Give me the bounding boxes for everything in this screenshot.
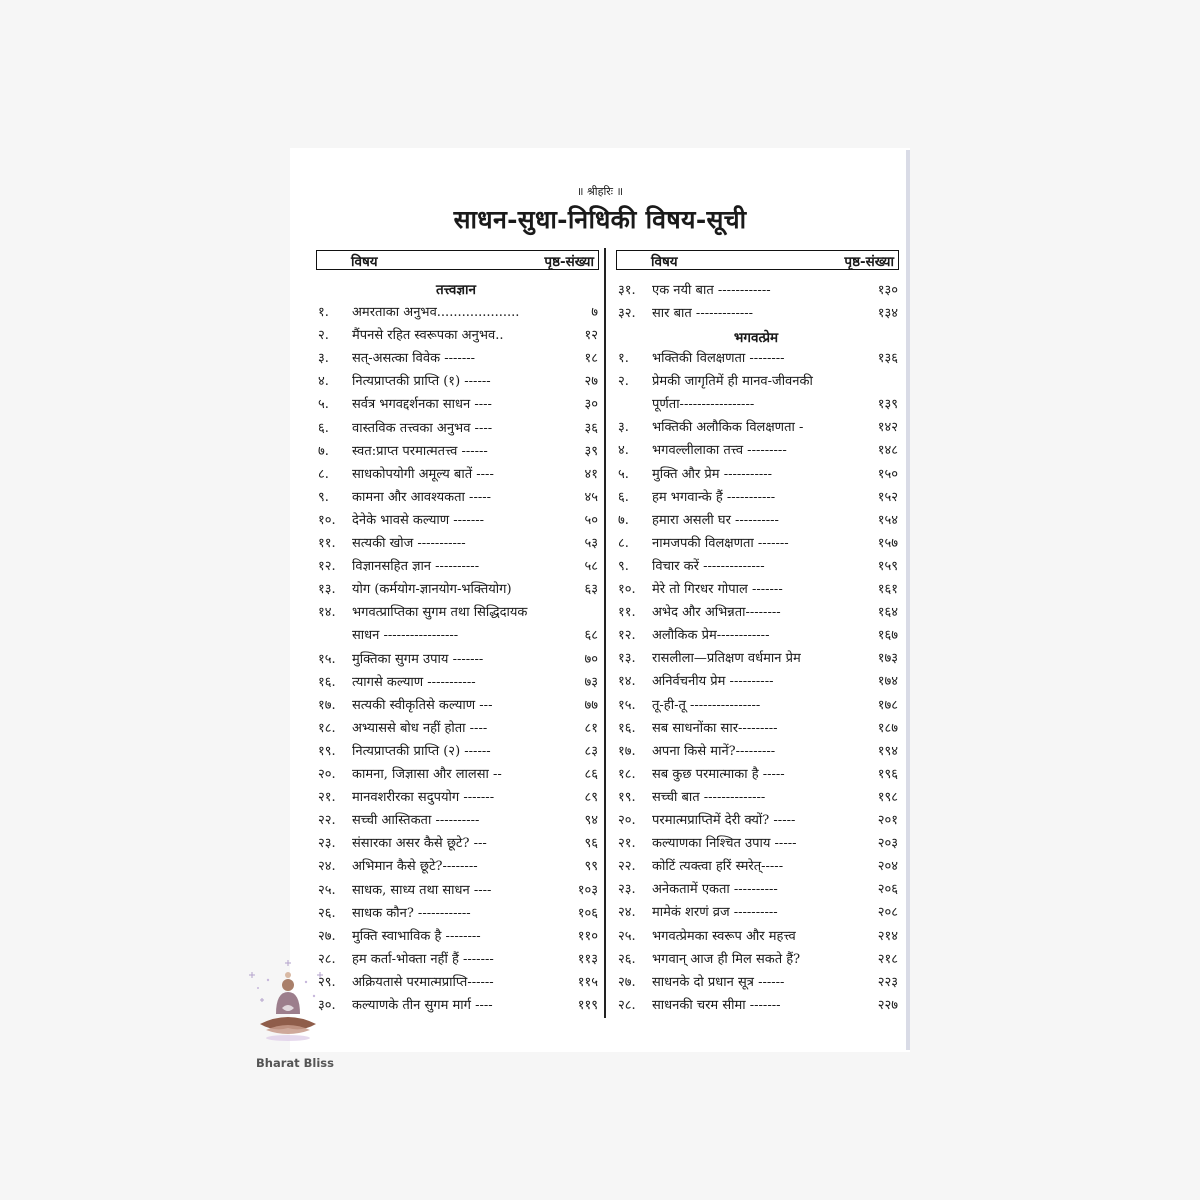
entry-number: १३. (318, 582, 336, 598)
entry-number: १५. (618, 697, 636, 713)
entry-title: सत्यकी खोज ----------- (352, 536, 466, 551)
entry-number: ५. (618, 466, 629, 482)
entry-number: ३. (618, 420, 629, 436)
entry-number: ८. (618, 535, 629, 551)
toc-entry (318, 487, 598, 509)
entry-title: साधकोपयोगी अमूल्य बातें ---- (352, 466, 494, 482)
entry-title: परमात्मप्राप्तिमें देरी क्यों? ----- (652, 813, 796, 828)
toc-entry (318, 464, 598, 486)
toc-entry (618, 440, 898, 462)
toc-entry (618, 995, 898, 1017)
entry-number: १३. (618, 651, 636, 667)
toc-entry (318, 695, 598, 717)
entry-page-number: ११९ (577, 998, 598, 1013)
toc-entry (318, 302, 598, 324)
entry-page-number: ६३ (584, 582, 598, 598)
toc-entry (318, 880, 598, 902)
entry-title: नित्यप्राप्तकी प्राप्ति (२) ------ (352, 743, 491, 759)
entry-number: १४. (318, 605, 336, 621)
section-heading: भगवत्प्रेम (733, 330, 779, 346)
entry-title: साधन ----------------- (352, 628, 459, 644)
entry-title: सत्यकी स्वीकृतिसे कल्याण --- (352, 697, 493, 713)
toc-entry (318, 672, 598, 694)
entry-page-number: २०३ (877, 836, 898, 852)
entry-number: २७. (618, 974, 636, 990)
page-number-heading: पृष्ठ-संख्या (544, 254, 594, 270)
entry-title: सच्ची बात -------------- (652, 789, 766, 805)
entry-page-number: ८१ (584, 720, 598, 736)
entry-title: अमरताका अनुभव.................... (352, 305, 520, 320)
entry-page-number: ११३ (577, 951, 598, 967)
entry-page-number: १७३ (877, 651, 898, 667)
entry-page-number: १०३ (577, 882, 598, 898)
entry-page-number: ७० (584, 651, 598, 667)
entry-page-number: २१८ (877, 951, 898, 967)
toc-entry (618, 856, 898, 878)
entry-page-number: २२७ (877, 997, 898, 1013)
entry-number: १. (618, 351, 629, 366)
entry-number: ८. (318, 466, 329, 482)
toc-entry (318, 348, 598, 370)
entry-title: अभिमान कैसे छूटे?-------- (352, 859, 478, 875)
entry-page-number: १२ (584, 328, 598, 344)
toc-entry (618, 902, 898, 924)
toc-entry (318, 833, 598, 855)
right-column-header (616, 250, 899, 270)
entry-page-number: ३९ (584, 443, 598, 459)
entry-number: २८. (318, 951, 336, 967)
entry-page-number: १९४ (877, 743, 898, 759)
entry-title: मुक्तिका सुगम उपाय ------- (352, 651, 484, 667)
toc-entry (618, 625, 898, 647)
entry-title: पूर्णता----------------- (652, 397, 755, 413)
entry-page-number: १५२ (877, 489, 898, 505)
entry-number: १६. (318, 674, 336, 690)
entry-title: मेरे तो गिरधर गोपाल ------- (652, 582, 783, 597)
entry-page-number: १३४ (877, 306, 898, 322)
toc-entry (618, 787, 898, 809)
entry-title: मुक्ति और प्रेम ----------- (652, 466, 773, 482)
entry-page-number: ८३ (584, 743, 598, 759)
entry-title: रासलीला—प्रतिक्षण वर्धमान प्रेम (652, 651, 801, 667)
entry-title: नामजपकी विलक्षणता ------- (652, 535, 789, 551)
entry-number: २३. (618, 882, 636, 898)
toc-entry (618, 579, 898, 601)
entry-title: भक्तिकी विलक्षणता -------- (652, 351, 785, 366)
entry-number: ६. (318, 420, 329, 436)
toc-entry (318, 579, 598, 601)
entry-number: २२. (318, 813, 336, 829)
toc-entry (318, 856, 598, 878)
toc-entry (618, 487, 898, 509)
entry-number: १७. (318, 697, 336, 713)
toc-entry (618, 695, 898, 717)
column-divider (604, 248, 606, 1018)
toc-entry (318, 441, 598, 463)
toc-entry (318, 718, 598, 740)
entry-number: १६. (618, 720, 636, 736)
entry-title: कामना और आवश्यकता ----- (352, 489, 492, 505)
toc-entry (318, 418, 598, 440)
entry-title: अक्रियतासे परमात्मप्राप्ति------ (352, 974, 494, 990)
toc-entry (618, 949, 898, 971)
page-title: साधन-सुधा-निधिकी विषय-सूची (453, 205, 747, 234)
entry-title: साधनके दो प्रधान सूत्र ------ (652, 974, 785, 990)
entry-number: २५. (318, 882, 336, 898)
entry-number: २७. (318, 928, 336, 944)
entry-number: २१. (618, 836, 636, 852)
entry-number: २२. (618, 859, 636, 875)
entry-page-number: १६४ (877, 605, 898, 621)
entry-number: २४. (318, 859, 336, 875)
toc-entry (618, 371, 898, 393)
entry-title: अलौकिक प्रेम------------ (652, 628, 770, 644)
entry-number: १४. (618, 674, 636, 690)
entry-number: १८. (318, 720, 336, 736)
toc-entry (618, 464, 898, 486)
entry-page-number: १८७ (877, 720, 898, 736)
entry-page-number: १५७ (877, 535, 898, 551)
entry-title: सब साधनोंका सार--------- (652, 720, 778, 736)
entry-number: २१. (318, 790, 336, 806)
entry-page-number: १६७ (877, 628, 898, 644)
entry-page-number: १५० (877, 466, 898, 482)
entry-page-number: १३६ (877, 351, 898, 366)
entry-number: ११. (318, 536, 336, 551)
entry-page-number: ३६ (584, 420, 598, 436)
entry-page-number: १५९ (877, 558, 898, 574)
toc-entry (618, 280, 898, 302)
entry-number: ६. (618, 489, 629, 505)
toc-entry (318, 394, 598, 416)
entry-title: एक नयी बात ------------ (652, 283, 771, 298)
entry-page-number: २७ (584, 374, 598, 390)
entry-number: ७. (618, 512, 629, 528)
entry-number: २९. (318, 974, 336, 990)
entry-title: भगवत्प्राप्तिका सुगम तथा सिद्धिदायक (352, 605, 528, 621)
entry-page-number: २०१ (877, 813, 898, 828)
entry-title: तू-ही-तू ---------------- (652, 697, 761, 713)
entry-number: ४. (618, 443, 629, 459)
book-page (290, 148, 910, 1052)
entry-title: विचार करें -------------- (652, 558, 765, 574)
entry-number: १०. (318, 512, 336, 528)
entry-number: ९. (618, 558, 629, 574)
toc-entry (318, 972, 598, 994)
invocation-text: ॥ श्रीहरिः ॥ (576, 185, 624, 198)
toc-entry (618, 718, 898, 740)
toc-entry (618, 533, 898, 555)
entry-title: भक्तिकी अलौकिक विलक्षणता - (652, 420, 804, 436)
entry-page-number: १३९ (877, 397, 898, 413)
entry-title: त्यागसे कल्याण ----------- (352, 674, 476, 690)
entry-number: २६. (318, 905, 336, 921)
entry-title: मैंपनसे रहित स्वरूपका अनुभव.. (352, 328, 504, 344)
toc-entry (618, 417, 898, 439)
entry-number: ३१. (618, 283, 636, 298)
toc-entry (618, 671, 898, 693)
entry-title: अभेद और अभिन्नता-------- (652, 605, 781, 621)
toc-entry (318, 602, 598, 624)
entry-page-number: २०४ (877, 859, 898, 875)
toc-entry (318, 325, 598, 347)
entry-page-number: १९६ (877, 766, 898, 782)
entry-title: हम भगवान्के हैं ----------- (652, 489, 776, 505)
entry-number: १७. (618, 743, 636, 759)
toc-entry (318, 995, 598, 1017)
entry-number: २०. (318, 767, 336, 782)
entry-title: मामेकं शरणं व्रज ---------- (652, 905, 778, 921)
toc-entry (618, 348, 898, 370)
entry-page-number: ७३ (584, 674, 598, 690)
toc-entry (318, 556, 598, 578)
entry-number: २. (318, 328, 329, 344)
toc-entry (618, 810, 898, 832)
entry-title: अभ्याससे बोध नहीं होता ---- (352, 720, 488, 736)
page-edge-shadow (906, 150, 910, 1050)
entry-title: अनेकतामें एकता ---------- (652, 882, 778, 898)
entry-page-number: १७४ (877, 674, 898, 690)
toc-entry (618, 556, 898, 578)
toc-entry (318, 625, 598, 647)
toc-entry (618, 879, 898, 901)
toc-entry (318, 764, 598, 786)
entry-number: १५. (318, 651, 336, 667)
entry-number: १०. (618, 582, 636, 597)
toc-entry (318, 926, 598, 948)
entry-number: ३०. (318, 998, 336, 1013)
entry-title: साधक कौन? ------------ (352, 905, 471, 921)
toc-entry (318, 903, 598, 925)
entry-title: योग (कर्मयोग-ज्ञानयोग-भक्तियोग) (352, 582, 512, 598)
entry-title: हमारा असली घर ---------- (652, 512, 779, 528)
entry-title: भगवल्लीलाका तत्त्व --------- (652, 443, 787, 459)
toc-entry (618, 394, 898, 416)
entry-title: कल्याणका निश्चित उपाय ----- (652, 836, 797, 852)
toc-entry (318, 949, 598, 971)
entry-number: २५. (618, 928, 636, 944)
entry-page-number: १६१ (877, 582, 898, 597)
toc-entry (318, 649, 598, 671)
entry-page-number: ११० (577, 928, 598, 944)
entry-title: संसारका असर कैसे छूटे? --- (352, 836, 487, 852)
toc-entry (618, 972, 898, 994)
left-column-header (316, 250, 599, 270)
toc-entry (618, 303, 898, 325)
entry-number: २०. (618, 813, 636, 828)
entry-title: कल्याणके तीन सुगम मार्ग ---- (352, 998, 493, 1013)
entry-number: २६. (618, 951, 636, 967)
entry-page-number: १४८ (877, 443, 898, 459)
toc-entry (618, 833, 898, 855)
toc-entry (618, 764, 898, 786)
entry-page-number: ८९ (584, 790, 598, 806)
entry-number: ११. (618, 605, 636, 621)
entry-title: सत्-असत्का विवेक ------- (352, 351, 475, 367)
entry-page-number: ८६ (584, 767, 598, 782)
entry-page-number: ५३ (584, 536, 598, 551)
toc-entry (618, 602, 898, 624)
page-number-heading: पृष्ठ-संख्या (844, 254, 894, 270)
toc-entry (318, 371, 598, 393)
entry-page-number: ५० (584, 512, 598, 528)
brand-name: Bharat Bliss (256, 1056, 334, 1070)
subject-heading: विषय (351, 254, 378, 270)
entry-title: सर्वत्र भगवद्दर्शनका साधन ---- (352, 397, 492, 413)
entry-number: १९. (318, 743, 336, 759)
entry-number: ४. (318, 374, 329, 390)
entry-page-number: २०६ (877, 882, 898, 898)
entry-title: स्वत:प्राप्त परमात्मतत्त्व ------ (352, 443, 488, 459)
toc-entry (618, 648, 898, 670)
entry-title: विज्ञानसहित ज्ञान ---------- (352, 559, 480, 575)
entry-title: मानवशरीरका सदुपयोग ------- (352, 790, 495, 806)
toc-entry (318, 810, 598, 832)
toc-entry (318, 510, 598, 532)
entry-page-number: ३० (584, 397, 598, 413)
toc-entry (318, 787, 598, 809)
toc-entry (618, 741, 898, 763)
toc-entry (318, 533, 598, 555)
entry-number: २८. (618, 997, 636, 1013)
entry-title: साधक, साध्य तथा साधन ---- (352, 882, 492, 898)
entry-title: भगवान् आज ही मिल सकते हैं? (652, 951, 801, 967)
toc-entry (318, 741, 598, 763)
entry-title: हम कर्ता-भोक्ता नहीं हैं ------- (352, 951, 494, 967)
entry-number: ९. (318, 489, 329, 505)
entry-title: सच्ची आस्तिकता ---------- (352, 813, 480, 829)
entry-page-number: २१४ (877, 928, 898, 944)
entry-page-number: ४५ (584, 489, 598, 505)
entry-page-number: १०६ (577, 905, 598, 921)
entry-page-number: १४२ (877, 420, 898, 436)
entry-page-number: ९६ (584, 836, 598, 852)
entry-number: २४. (618, 905, 636, 921)
entry-title: कामना, जिज्ञासा और लालसा -- (352, 767, 502, 782)
entry-title: देनेके भावसे कल्याण ------- (352, 512, 485, 528)
entry-number: १९. (618, 789, 636, 805)
entry-page-number: ४१ (584, 466, 598, 482)
entry-number: १. (318, 305, 329, 320)
entry-page-number: ७७ (584, 697, 598, 713)
entry-title: मुक्ति स्वाभाविक है -------- (352, 928, 481, 944)
entry-number: २. (618, 374, 629, 390)
entry-page-number: ११५ (577, 974, 598, 990)
entry-title: सार बात ------------- (652, 306, 754, 322)
entry-page-number: ६८ (584, 628, 598, 644)
entry-number: ७. (318, 443, 329, 459)
section-heading: तत्त्वज्ञान (435, 282, 477, 298)
entry-number: १२. (318, 559, 336, 575)
entry-number: १२. (618, 628, 636, 644)
subject-heading: विषय (651, 254, 678, 270)
entry-number: २३. (318, 836, 336, 852)
entry-number: १८. (618, 766, 636, 782)
entry-number: ५. (318, 397, 329, 413)
entry-page-number: १३० (877, 283, 898, 298)
meditation-logo-icon (246, 958, 330, 1048)
entry-title: प्रेमकी जागृतिमें ही मानव-जीवनकी (652, 374, 813, 390)
entry-number: ३. (318, 351, 329, 367)
toc-entry (618, 510, 898, 532)
entry-page-number: ५८ (584, 559, 598, 575)
entry-page-number: १५४ (877, 512, 898, 528)
entry-number: ३२. (618, 306, 636, 322)
entry-page-number: २०८ (877, 905, 898, 921)
entry-page-number: ७ (591, 305, 598, 320)
entry-title: भगवत्प्रेमका स्वरूप और महत्त्व (652, 928, 796, 944)
entry-page-number: १८ (584, 351, 598, 367)
entry-page-number: १९८ (877, 789, 898, 805)
entry-title: नित्यप्राप्तकी प्राप्ति (१) ------ (352, 374, 491, 390)
entry-title: सब कुछ परमात्माका है ----- (652, 766, 785, 782)
entry-title: वास्तविक तत्त्वका अनुभव ---- (352, 420, 493, 436)
entry-title: कोटिं त्यक्त्वा हरिं स्मरेत्----- (652, 859, 784, 875)
entry-page-number: ९९ (584, 859, 598, 875)
entry-title: अपना किसे मानें?--------- (652, 743, 776, 759)
toc-entry (618, 926, 898, 948)
entry-page-number: ९४ (584, 813, 598, 829)
entry-title: साधनकी चरम सीमा ------- (652, 997, 781, 1013)
entry-page-number: १७८ (877, 697, 898, 713)
entry-page-number: २२३ (877, 974, 898, 990)
entry-title: अनिर्वचनीय प्रेम ---------- (652, 674, 774, 690)
